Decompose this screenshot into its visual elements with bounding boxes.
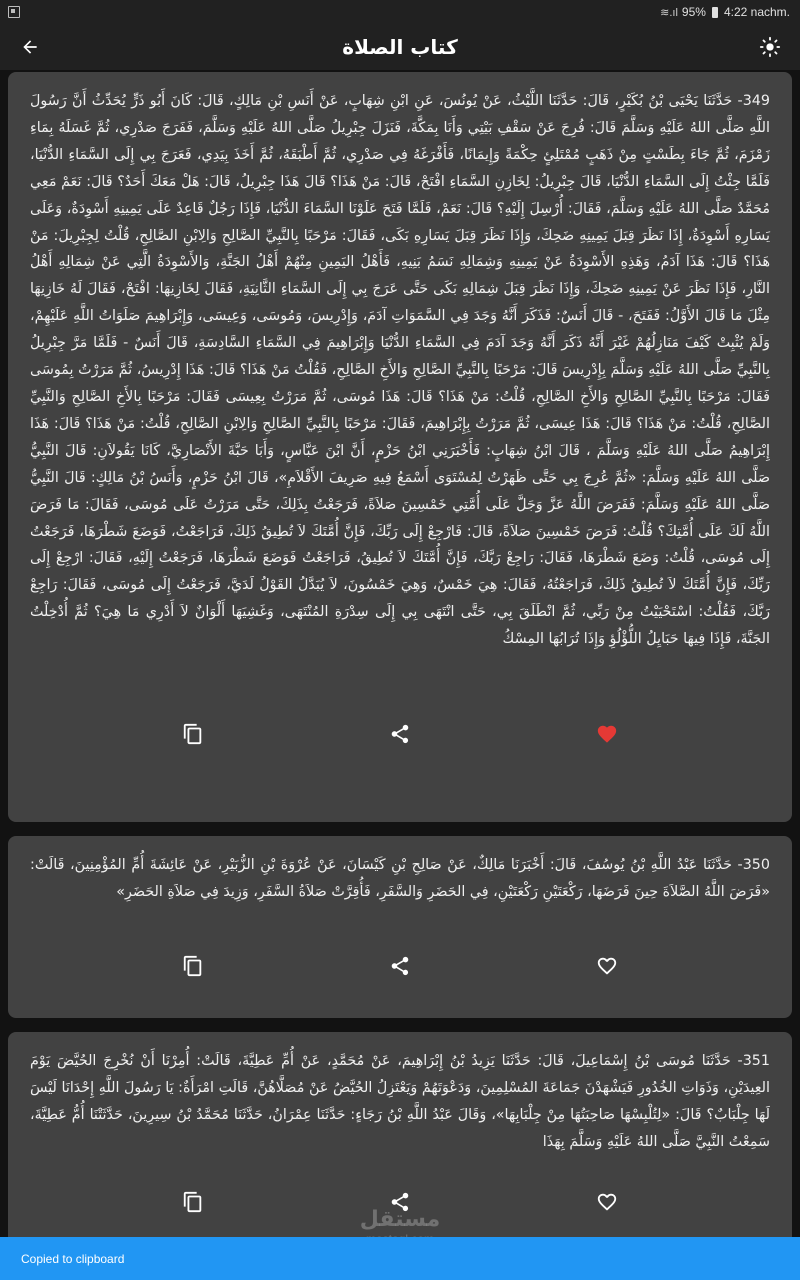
hadith-text: 350- حَدَّثَنَا عَبْدُ اللَّهِ بْنُ يُوسُفَ، قَالَ: أَخْبَرَنَا مَالِكٌ، عَنْ صَالِحِ بْنِ كَيْسَانَ، عَنْ عُرْوَةَ بْنِ الزُّبَيْرِ، عَنْ عَائِشَةَ أُمِّ المُؤْمِنِينَ، قَالَتْ: «فَرَضَ اللَّهُ الصَّلاَةَ حِينَ فَرَضَهَا، رَكْعَتَيْنِ رَكْعَتَيْنِ، فِي الحَضَرِ وَالسَّفَرِ، فَأُقِرَّتْ صَلاَةُ السَّفَرِ، وَزِيدَ فِي صَلاَةِ الحَضَرِ»: [30, 857, 770, 900]
hadith-actions: [30, 1166, 770, 1238]
arrow-left-icon: [20, 37, 40, 57]
theme-toggle-button[interactable]: [756, 33, 784, 61]
heart-icon: [596, 723, 618, 745]
share-icon: [389, 723, 411, 745]
hadith-list[interactable]: [8, 72, 792, 1280]
heart-outline-icon: [596, 1191, 618, 1213]
copy-icon: [182, 723, 204, 745]
share-button[interactable]: [380, 714, 420, 754]
hadith-text: 351- حَدَّثَنَا مُوسَى بْنُ إِسْمَاعِيلَ، قَالَ: حَدَّثَنَا يَزِيدُ بْنُ إِبْرَاهِيمَ، عَنْ مُحَمَّدٍ، عَنْ أُمِّ عَطِيَّةَ، قَالَتْ: أُمِرْنَا أَنْ نُخْرِجَ الحُيَّضَ يَوْمَ العِيدَيْنِ، وَذَوَاتِ الخُدُورِ فَيَشْهَدْنَ جَمَاعَةَ المُسْلِمِينَ، وَدَعْوَتَهُمْ وَيَعْتَزِلُ الحُيَّضُ عَنْ مُصَلَّاهُنَّ، قَالَتِ امْرَأَةٌ: يَا رَسُولَ اللَّهِ إِحْدَانَا لَيْسَ لَهَا جِلْبَابٌ؟ قَالَ: «لِتُلْبِسْهَا صَاحِبَتُهَا مِنْ جِلْبَابِهَا»، وَقَالَ عَبْدُ اللَّهِ بْنُ رَجَاءٍ: حَدَّثَنَا عِمْرَانُ، حَدَّثَنَا مُحَمَّدُ بْنُ سِيرِينَ، حَدَّثَتْنَا أُمُّ عَطِيَّةَ، سَمِعْتُ النَّبِيَّ صَلَّى اللهُ عَلَيْهِ وَسَلَّمَ بِهَذَا: [30, 1053, 770, 1150]
heart-outline-icon: [596, 955, 618, 977]
status-left: [8, 3, 20, 22]
status-bar: [0, 0, 800, 24]
hadith-card: [8, 1032, 792, 1249]
sun-icon: [759, 36, 781, 58]
hadith-actions: [30, 698, 770, 770]
copy-icon: [182, 955, 204, 977]
status-time: 4:22 nachm.: [723, 5, 790, 19]
battery-percent: 95%: [681, 5, 706, 19]
favorite-button[interactable]: [587, 714, 627, 754]
snackbar-message: Copied to clipboard: [21, 1251, 125, 1266]
app-bar: [0, 24, 800, 70]
share-button[interactable]: [380, 1182, 420, 1222]
copy-button[interactable]: [173, 1182, 213, 1222]
wifi-signal-icon: ≋.ıl: [660, 6, 678, 19]
favorite-button[interactable]: [587, 1182, 627, 1222]
hadith-text: 349- حَدَّثَنَا يَحْيَى بْنُ بُكَيْرٍ، قَالَ: حَدَّثَنَا اللَّيْثُ، عَنْ يُونُسَ، عَنِ ابْنِ شِهَابٍ، عَنْ أَنَسِ بْنِ مَالِكٍ، قَالَ: كَانَ أَبُو ذَرٍّ يُحَدِّثُ أَنَّ رَسُولَ اللَّهِ صَلَّى اللهُ عَلَيْهِ وَسَلَّمَ قَالَ: فُرِجَ عَنْ سَقْفِ بَيْتِي وَأَنَا بِمَكَّةَ، فَنَزَلَ جِبْرِيلُ صَلَّى اللهُ عَلَيْهِ وَسَلَّمَ، فَفَرَجَ صَدْرِي، ثُمَّ غَسَلَهُ بِمَاءِ زَمْزَمَ، ثُمَّ جَاءَ بِطَسْتٍ مِنْ ذَهَبٍ مُمْتَلِئٍ حِكْمَةً وَإِيمَانًا، فَأَفْرَغَهُ فِي صَدْرِي، ثُمَّ أَطْبَقَهُ، ثُمَّ أَخَذَ بِيَدِي، فَعَرَجَ بِي إِلَى السَّمَاءِ الدُّنْيَا، فَلَمَّا جِئْتُ إِلَى السَّمَاءِ الدُّنْيَا، قَالَ جِبْرِيلُ: لِخَازِنِ السَّمَاءِ افْتَحْ، قَالَ: مَنْ هَذَا؟ قَالَ هَذَا جِبْرِيلُ، قَالَ: هَلْ مَعَكَ أَحَدٌ؟ قَالَ: نَعَمْ مَعِي مُحَمَّدٌ صَلَّى اللهُ عَلَيْهِ وَسَلَّمَ، فَقَالَ: أُرْسِلَ إِلَيْهِ؟ قَالَ: نَعَمْ، فَلَمَّا فَتَحَ عَلَوْنَا السَّمَاءَ الدُّنْيَا، فَإِذَا رَجُلٌ قَاعِدٌ عَلَى يَمِينِهِ أَسْوِدَةٌ، وَعَلَى يَسَارِهِ أَسْوِدَةٌ، إِذَا نَظَرَ قِبَلَ يَمِينِهِ ضَحِكَ، وَإِذَا نَظَرَ قِبَلَ يَسَارِهِ بَكَى، فَقَالَ: مَرْحَبًا بِالنَّبِيِّ الصَّالِحِ وَالِابْنِ الصَّالِحِ، قُلْتُ لِجِبْرِيلَ: مَنْ هَذَا؟ قَالَ: هَذَا آدَمُ، وَهَذِهِ الأَسْوِدَةُ عَنْ يَمِينِهِ وَشِمَالِهِ نَسَمُ بَنِيهِ، فَأَهْلُ اليَمِينِ مِنْهُمْ أَهْلُ الجَنَّةِ، وَالأَسْوِدَةُ الَّتِي عَنْ شِمَالِهِ أَهْلُ النَّارِ، فَإِذَا نَظَرَ عَنْ يَمِينِهِ ضَحِكَ، وَإِذَا نَظَرَ قِبَلَ شِمَالِهِ بَكَى حَتَّى عَرَجَ بِي إِلَى السَّمَاءِ الثَّانِيَةِ، فَقَالَ لِخَازِنِهَا: افْتَحْ، فَقَالَ لَهُ خَازِنِهَا مِثْلَ مَا قَالَ الأَوَّلُ: فَفَتَحَ، - قَالَ أَنَسٌ: فَذَكَرَ أَنَّهُ وَجَدَ فِي السَّمَوَاتِ آدَمَ، وَإِدْرِيسَ، وَمُوسَى، وَعِيسَى، وَإِبْرَاهِيمَ صَلَوَاتُ اللَّهِ عَلَيْهِمْ، وَلَمْ يُثْبِتْ كَيْفَ مَنَازِلُهُمْ غَيْرَ أَنَّهُ ذَكَرَ أَنَّهُ وَجَدَ آدَمَ فِي السَّمَاءِ الدُّنْيَا وَإِبْرَاهِيمَ فِي السَّمَاءِ السَّادِسَةِ، قَالَ أَنَسٌ - فَلَمَّا مَرَّ جِبْرِيلُ بِالنَّبِيِّ صَلَّى اللهُ عَلَيْهِ وَسَلَّمَ بِإِدْرِيسَ قَالَ: مَرْحَبًا بِالنَّبِيِّ الصَّالِحِ وَالأَخِ الصَّالِحِ، فَقُلْتُ مَنْ هَذَا؟ قَالَ: هَذَا إِدْرِيسُ، ثُمَّ مَرَرْتُ بِمُوسَى فَقَالَ: مَرْحَبًا بِالنَّبِيِّ الصَّالِحِ وَالأَخِ الصَّالِحِ، قُلْتُ: مَنْ هَذَا؟ قَالَ: هَذَا مُوسَى، ثُمَّ مَرَرْتُ بِعِيسَى فَقَالَ: مَرْحَبًا بِالأَخِ الصَّالِحِ وَالنَّبِيِّ الصَّالِحِ، قُلْتُ: مَنْ هَذَا؟ قَالَ: هَذَا عِيسَى، ثُمَّ مَرَرْتُ بِإِبْرَاهِيمَ، فَقَالَ: مَرْحَبًا بِالنَّبِيِّ الصَّالِحِ وَالِابْنِ الصَّالِحِ، قُلْتُ: مَنْ هَذَا؟ قَالَ: هَذَا إِبْرَاهِيمُ صَلَّى اللهُ عَلَيْهِ وَسَلَّمَ ، قَالَ ابْنُ شِهَابٍ: فَأَخْبَرَنِي ابْنُ حَزْمٍ، أَنَّ ابْنَ عَبَّاسٍ، وَأَبَا حَبَّةَ الأَنْصَارِيَّ، كَانَا يَقُولاَنِ: قَالَ النَّبِيُّ صَلَّى اللهُ عَلَيْهِ وَسَلَّمَ: «ثُمَّ عُرِجَ بِي حَتَّى ظَهَرْتُ لِمُسْتَوَى أَسْمَعُ فِيهِ صَرِيفَ الأَقْلاَمِ»، قَالَ ابْنُ حَزْمٍ، وَأَنَسُ بْنُ مَالِكٍ: قَالَ النَّبِيُّ صَلَّى اللهُ عَلَيْهِ وَسَلَّمَ: فَفَرَضَ اللَّهُ عَزَّ وَجَلَّ عَلَى أُمَّتِي خَمْسِينَ صَلاَةً، فَرَجَعْتُ بِذَلِكَ، حَتَّى مَرَرْتُ عَلَى مُوسَى، فَقَالَ: مَا فَرَضَ اللَّهُ لَكَ عَلَى أُمَّتِكَ؟ قُلْتُ: فَرَضَ خَمْسِينَ صَلاَةً، قَالَ: فَارْجِعْ إِلَى رَبِّكَ، فَإِنَّ أُمَّتَكَ لاَ تُطِيقُ ذَلِكَ، فَرَاجَعْتُ، فَوَضَعَ شَطْرَهَا، فَرَجَعْتُ إِلَى مُوسَى، قُلْتُ: وَضَعَ شَطْرَهَا، فَقَالَ: رَاجِعْ رَبَّكَ، فَإِنَّ أُمَّتَكَ لاَ تُطِيقُ، فَرَاجَعْتُ فَوَضَعَ شَطْرَهَا، فَرَجَعْتُ إِلَيْهِ، فَقَالَ: ارْجِعْ إِلَى رَبِّكَ، فَإِنَّ أُمَّتَكَ لاَ تُطِيقُ ذَلِكَ، فَرَاجَعْتُهُ، فَقَالَ: هِيَ خَمْسٌ، وَهِيَ خَمْسُونَ، لاَ يُبَدَّلُ القَوْلُ لَدَيَّ، فَرَجَعْتُ إِلَى مُوسَى، فَقَالَ: رَاجِعْ رَبَّكَ، فَقُلْتُ: اسْتَحْيَيْتُ مِنْ رَبِّي، ثُمَّ انْطَلَقَ بِي، حَتَّى انْتَهَى بِي إِلَى سِدْرَةِ المُنْتَهَى، وَغَشِيَهَا أَلْوَانٌ لاَ أَدْرِي مَا هِيَ؟ ثُمَّ أُدْخِلْتُ الجَنَّةَ، فَإِذَا فِيهَا حَبَايِلُ اللُّؤْلُؤِ وَإِذَا تُرَابُهَا المِسْكُ: [30, 93, 770, 648]
copy-button[interactable]: [173, 946, 213, 986]
page-title: كتاب الصلاة: [342, 35, 458, 59]
copy-button[interactable]: [173, 714, 213, 754]
watermark-arabic: مستقل: [359, 1207, 441, 1232]
image-notification-icon: [8, 6, 20, 18]
battery-icon: [712, 7, 718, 18]
share-icon: [389, 1191, 411, 1213]
snackbar: [0, 1237, 800, 1280]
copy-icon: [182, 1191, 204, 1213]
status-right: [660, 5, 790, 19]
share-icon: [389, 955, 411, 977]
hadith-card: [8, 72, 792, 822]
share-button[interactable]: [380, 946, 420, 986]
hadith-actions: [30, 930, 770, 1002]
back-button[interactable]: [16, 33, 44, 61]
hadith-card: [8, 836, 792, 1018]
favorite-button[interactable]: [587, 946, 627, 986]
